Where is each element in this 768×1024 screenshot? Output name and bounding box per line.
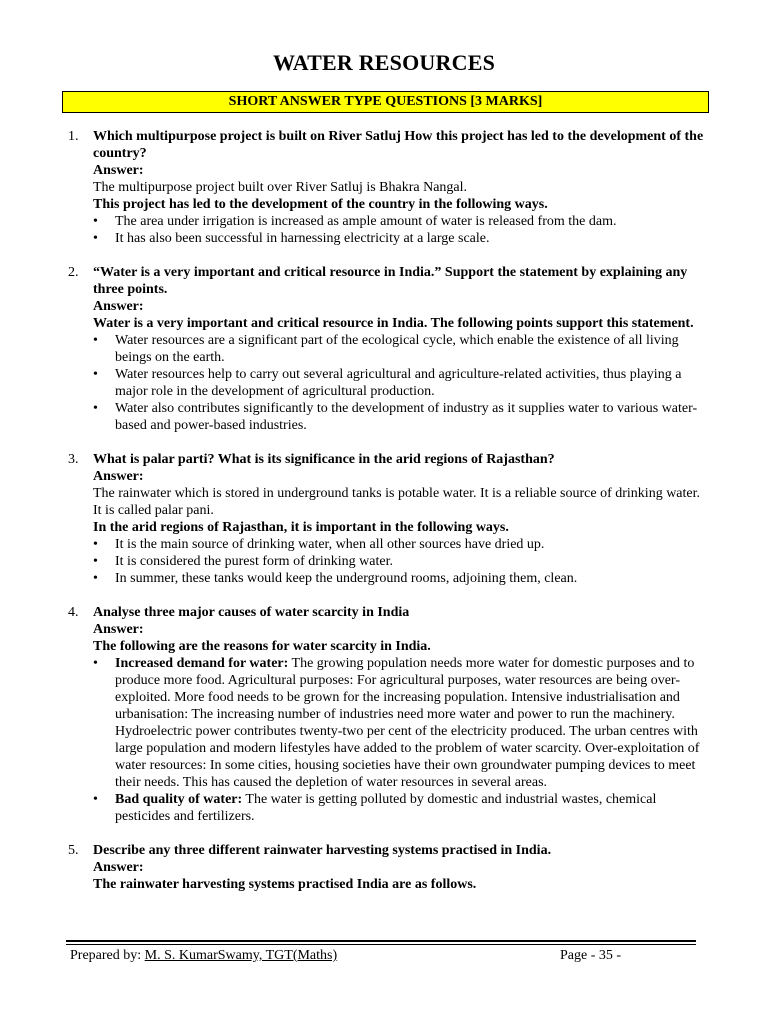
question-4	[68, 604, 708, 825]
bullet-icon: •	[93, 571, 98, 586]
list-item	[93, 400, 708, 434]
bullet-text: The growing population needs more water for domestic purposes and to produce more food. Agricultural purposes: For agricultural purposes, water resources are being over-exploited. More food needs to be grown for the increasing population. Intensive industrialisation and urbanisation: The increasing number of industries need more water and power to run the machinery. Hydroelectric power contributes twenty-two per cent of the electricity produced. The urban centres with large population and modern lifestyles have added to the problem of water scarcity. Over-exploitation of water resources: In some cities, housing societies have their own groundwater pumping devices to meet their needs. This has caused the depletion of water resources in several areas.	[115, 656, 700, 790]
bullet-icon: •	[93, 367, 98, 382]
bullet-icon: •	[93, 231, 98, 246]
answer-label: Answer:	[93, 860, 144, 875]
answer-bullets	[93, 213, 708, 247]
question-2	[68, 264, 708, 434]
list-item	[93, 213, 708, 230]
answer-bullets	[93, 536, 708, 587]
footer-rule	[66, 940, 696, 945]
answer-label: Answer:	[93, 163, 144, 178]
answer-bullets	[93, 332, 708, 434]
question-number: 2.	[68, 265, 79, 280]
question-number: 3.	[68, 452, 79, 467]
bullet-icon: •	[93, 333, 98, 348]
answer-label: Answer:	[93, 469, 144, 484]
answer-lead: The rainwater harvesting systems practised India are as follows.	[93, 877, 477, 892]
list-item	[93, 332, 708, 366]
bullet-text: Water resources help to carry out several agricultural and agriculture-related activities, thus playing a major role in the development of agricultural production.	[115, 367, 682, 399]
bullet-text: Water also contributes significantly to the development of industry as it supplies water to various water-based and power-based industries.	[115, 401, 698, 433]
list-item	[93, 655, 708, 791]
question-text: Which multipurpose project is built on River Satluj How this project has led to the development of the country?	[93, 129, 704, 161]
list-item	[93, 366, 708, 400]
footer-author: M. S. KumarSwamy, TGT(Maths)	[144, 948, 338, 963]
bullet-text: The area under irrigation is increased as ample amount of water is released from the dam.	[115, 214, 617, 229]
answer-lead: The following are the reasons for water scarcity in India.	[93, 639, 431, 654]
answer-text: The rainwater which is stored in underground tanks is potable water. It is a reliable source of drinking water. It is called palar pani.	[93, 486, 701, 518]
question-text: Describe any three different rainwater harvesting systems practised in India.	[93, 843, 552, 858]
bullet-term: Increased demand for water:	[115, 656, 289, 671]
question-1	[68, 128, 708, 247]
question-number: 1.	[68, 129, 79, 144]
answer-text: The multipurpose project built over River Satluj is Bhakra Nangal.	[93, 180, 468, 195]
answer-label: Answer:	[93, 622, 144, 637]
answer-lead: Water is a very important and critical resource in India. The following points support this statement.	[93, 316, 694, 331]
page-number: Page - 35 -	[560, 948, 622, 963]
question-text: What is palar parti? What is its significance in the arid regions of Rajasthan?	[93, 452, 555, 467]
answer-label: Answer:	[93, 299, 144, 314]
bullet-text: Water resources are a significant part of the ecological cycle, which enable the existence of all living beings on the earth.	[115, 333, 679, 365]
list-item	[93, 553, 708, 570]
section-header: SHORT ANSWER TYPE QUESTIONS [3 MARKS]	[62, 91, 709, 113]
bullet-text: It is considered the purest form of drinking water.	[115, 554, 393, 569]
list-item	[93, 791, 708, 825]
question-3	[68, 451, 708, 587]
bullet-text: In summer, these tanks would keep the underground rooms, adjoining them, clean.	[115, 571, 578, 586]
bullet-text: The water is getting polluted by domestic and industrial wastes, chemical pesticides and fertilizers.	[115, 792, 657, 824]
list-item	[93, 536, 708, 553]
bullet-icon: •	[93, 214, 98, 229]
bullet-term: Bad quality of water:	[115, 792, 243, 807]
page-title: WATER RESOURCES	[272, 50, 496, 75]
bullet-icon: •	[93, 537, 98, 552]
bullet-icon: •	[93, 656, 98, 671]
question-5	[68, 842, 708, 893]
bullet-text: It has also been successful in harnessing electricity at a large scale.	[115, 231, 490, 246]
question-text: “Water is a very important and critical resource in India.” Support the statement by explaining any three points.	[93, 265, 688, 297]
answer-bullets	[93, 655, 708, 825]
bullet-icon: •	[93, 554, 98, 569]
list-item	[93, 570, 708, 587]
list-item	[93, 230, 708, 247]
bullet-text: It is the main source of drinking water, when all other sources have dried up.	[115, 537, 545, 552]
questions-list	[68, 128, 708, 910]
bullet-icon: •	[93, 792, 98, 807]
bullet-icon: •	[93, 401, 98, 416]
question-number: 4.	[68, 605, 79, 620]
footer-prepared-label: Prepared by:	[70, 948, 145, 963]
answer-lead: In the arid regions of Rajasthan, it is important in the following ways.	[93, 520, 509, 535]
question-number: 5.	[68, 843, 79, 858]
answer-lead: This project has led to the development of the country in the following ways.	[93, 197, 548, 212]
question-text: Analyse three major causes of water scarcity in India	[93, 605, 410, 620]
footer-prepared-by	[70, 948, 337, 964]
